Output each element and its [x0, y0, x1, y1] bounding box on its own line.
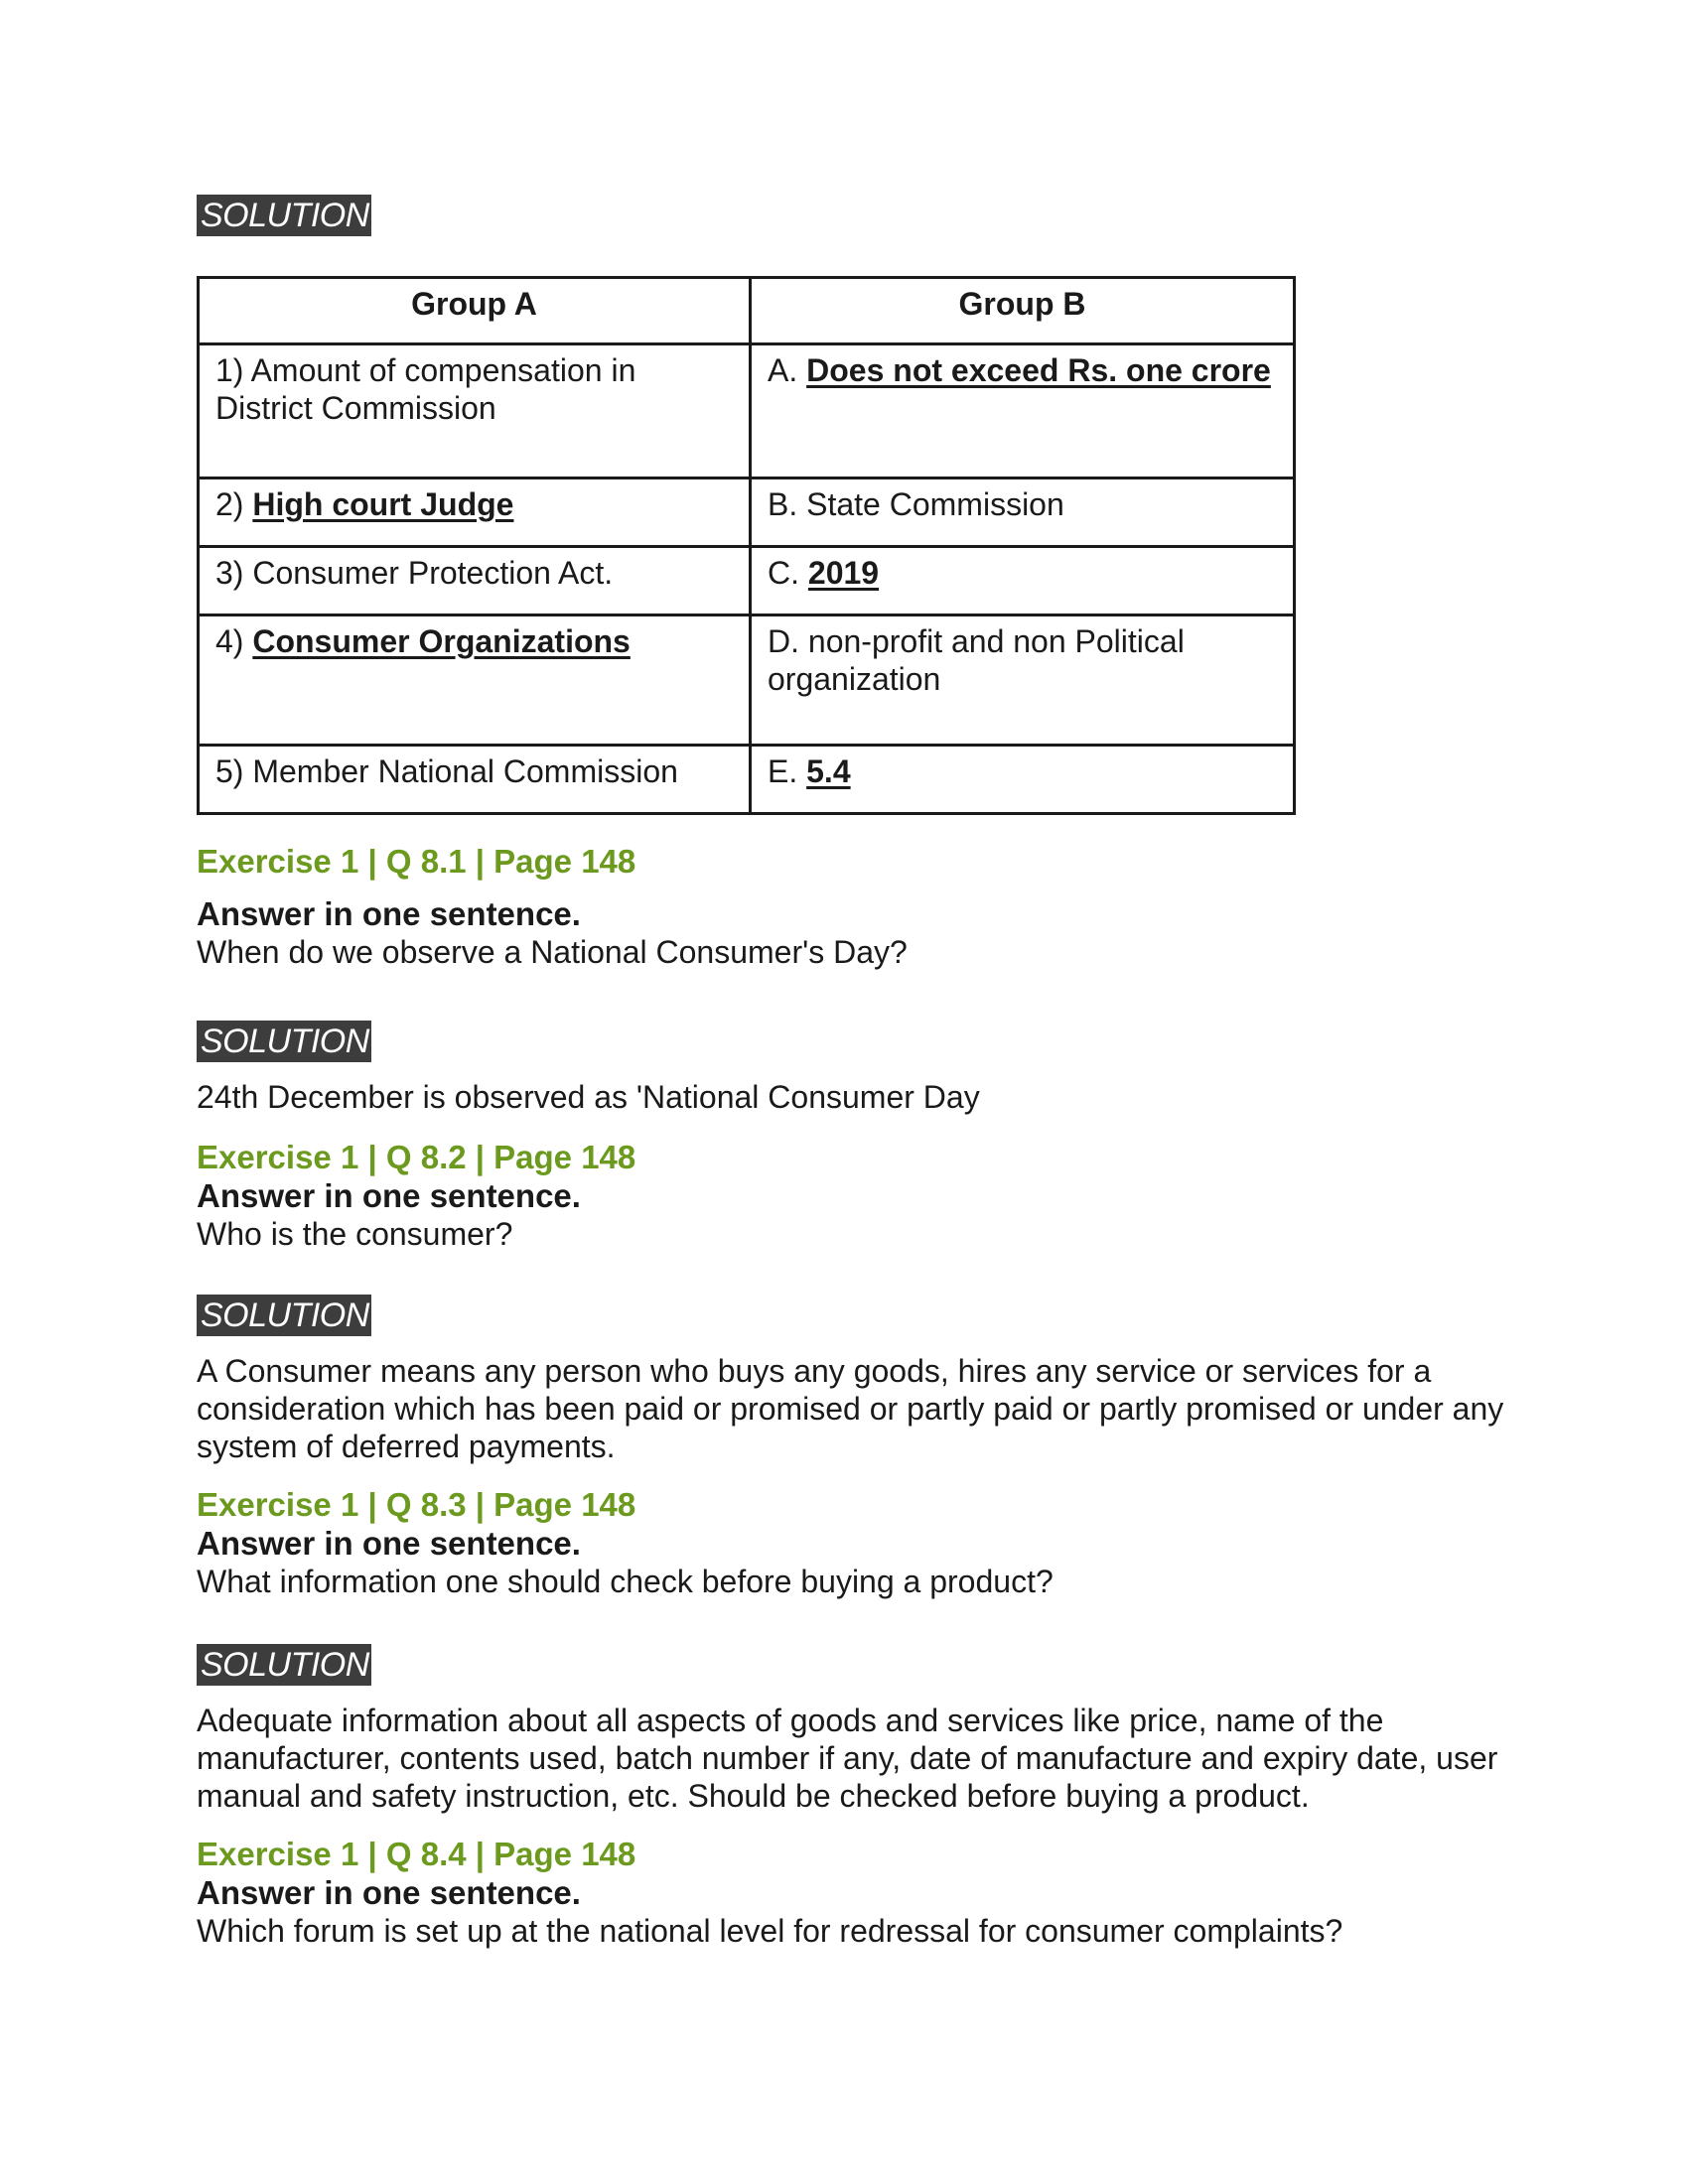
solution-block-1 — [197, 195, 1507, 815]
table-row — [199, 746, 1295, 814]
cell-b — [751, 615, 1295, 746]
cell-a — [199, 478, 751, 547]
question-text: Who is the consumer? — [197, 1216, 513, 1252]
cell-text: A. — [768, 352, 807, 388]
solution-block-4 — [197, 1644, 1507, 1815]
table-row — [199, 615, 1295, 746]
exercise-heading: Exercise 1 | Q 8.4 | Page 148 — [197, 1836, 636, 1872]
solution-tag: SOLUTION — [197, 1295, 371, 1336]
cell-b — [751, 746, 1295, 814]
question-text: When do we observe a National Consumer's Day? — [197, 934, 908, 970]
table-row — [199, 344, 1295, 478]
cell-text: 5) Member National Commission — [215, 753, 678, 789]
cell-a — [199, 547, 751, 615]
header-group-b: Group B — [751, 278, 1295, 344]
header-group-a: Group A — [199, 278, 751, 344]
cell-a — [199, 344, 751, 478]
question-label: Answer in one sentence. — [197, 1874, 581, 1911]
question-label: Answer in one sentence. — [197, 1177, 581, 1214]
cell-b — [751, 478, 1295, 547]
solution-tag: SOLUTION — [197, 195, 371, 236]
cell-key: Does not exceed Rs. one crore — [806, 352, 1271, 388]
table-row — [199, 478, 1295, 547]
exercise-heading: Exercise 1 | Q 8.3 | Page 148 — [197, 1486, 636, 1523]
cell-a — [199, 746, 751, 814]
solution-block-2 — [197, 1021, 1507, 1116]
question-label: Answer in one sentence. — [197, 895, 581, 932]
solution-tag: SOLUTION — [197, 1644, 371, 1686]
exercise-8-2 — [197, 1138, 1507, 1253]
cell-text: 3) Consumer Protection Act. — [215, 555, 614, 591]
cell-key: 2019 — [807, 555, 880, 591]
solution-text: Adequate information about all aspects of goods and services like price, name of the manufacturer, contents used, batch number if any, date of manufacture and expiry date, user manual and safety instruction, etc. Should be checked before buying a product. — [197, 1703, 1498, 1814]
cell-key: Consumer Organizations — [252, 623, 631, 659]
cell-b — [751, 547, 1295, 615]
cell-a — [199, 615, 751, 746]
exercise-8-4 — [197, 1835, 1507, 1950]
exercise-8-1 — [197, 842, 1507, 971]
exercise-8-3 — [197, 1485, 1507, 1600]
match-table — [197, 276, 1296, 815]
cell-text: E. — [768, 753, 807, 789]
cell-text: D. non-profit and non Political organization — [768, 623, 1185, 697]
cell-key: High court Judge — [252, 486, 514, 522]
cell-b — [751, 344, 1295, 478]
solution-block-3 — [197, 1295, 1507, 1465]
exercise-heading: Exercise 1 | Q 8.1 | Page 148 — [197, 843, 636, 880]
question-label: Answer in one sentence. — [197, 1525, 581, 1562]
table-row — [199, 547, 1295, 615]
cell-text: C. — [768, 555, 808, 591]
cell-text: 1) Amount of compensation in District Commission — [215, 352, 636, 426]
cell-key: 5.4 — [806, 753, 851, 789]
solution-text: 24th December is observed as 'National Consumer Day — [197, 1079, 980, 1115]
exercise-heading: Exercise 1 | Q 8.2 | Page 148 — [197, 1139, 636, 1175]
solution-text: A Consumer means any person who buys any goods, hires any service or services for a consideration which has been paid or promised or partly paid or partly promised or under any system of deferred payments. — [197, 1353, 1504, 1464]
solution-tag: SOLUTION — [197, 1021, 371, 1062]
question-text: Which forum is set up at the national level for redressal for consumer complaints? — [197, 1913, 1343, 1949]
question-text: What information one should check before buying a product? — [197, 1564, 1054, 1599]
cell-text: 2) — [215, 486, 253, 522]
cell-text: B. State Commission — [768, 486, 1064, 522]
table-header-row — [199, 278, 1295, 344]
cell-text: 4) — [215, 623, 253, 659]
